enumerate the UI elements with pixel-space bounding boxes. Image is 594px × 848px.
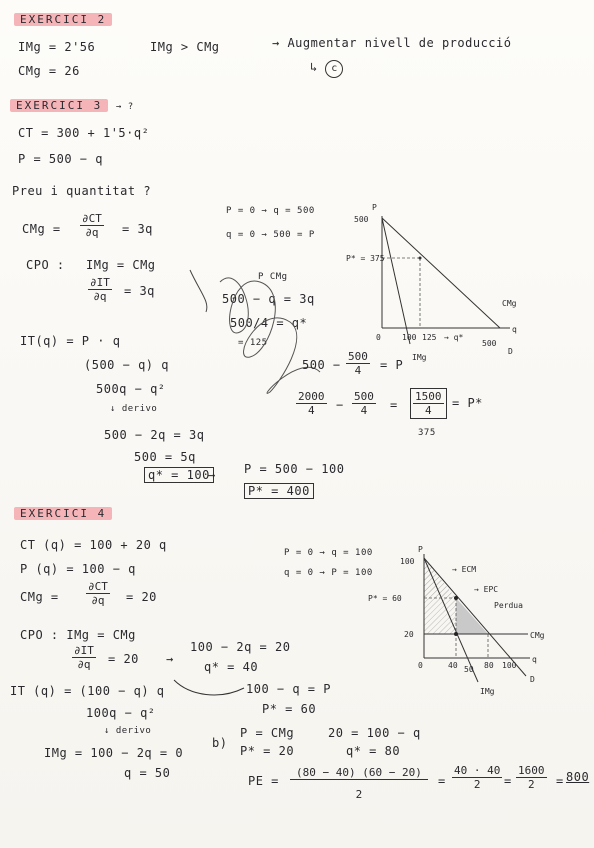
ex3-cross1: P CMg [258,272,288,282]
ex4-ct: CT (q) = 100 + 20 q [20,538,167,552]
ex4-b-label: b) [212,736,228,750]
ex3-cross2: 500 − q = 3q [222,292,315,306]
ex4-side2: q = 0 → P = 100 [284,568,373,578]
ex4-graph-ymax: 100 [400,557,415,566]
ex4-mid1: 100 − 2q = 20 [190,640,291,654]
ex3-cmg-frac: $\frac{\partial CT}{\partial q}$ [82,212,102,239]
ex3-calc1-a: 500 − [302,358,341,372]
ex3-dit-rhs: = 3q [124,284,155,298]
ex3-mr-line [382,218,410,344]
ex3-calc1-b: = P [380,358,404,372]
ex4-graph-epc-label: → EPC [474,585,499,594]
ex3-arrow-p: → [208,468,216,482]
ex4-graph [368,545,564,698]
ex3-cmg-lhs: CMg = [22,222,61,236]
ex4-pe-res: 800 [566,770,590,784]
ex4-graph-loss-label: Perdua [494,601,523,610]
ex3-dit-frac: $\frac{\partial IT}{\partial q}$ [90,276,110,303]
ex2-img: IMg = 2'56 [18,40,96,54]
ex3-graph-xmax: 500 [482,339,497,348]
ex4-mid2: q* = 40 [204,660,259,674]
ex4-pe-eq1: = [438,774,446,788]
ex3-derive: ↓ derivo [110,404,158,414]
ex3-calc2-f2: $\frac{500}{4}$ [354,390,374,417]
ex4-graph-origin: 0 [418,661,423,670]
ex4-graph-mr-label: IMg [480,687,495,696]
ex4-pe-eq2: = [504,774,512,788]
ex4-pe-frac3: $\frac{1600}{2}$ [518,764,545,791]
ex3-cross3: 500/4 = q* [230,316,308,330]
ex4-it-exp: 100q − q² [86,706,156,720]
ex4-graph-y-label: P [418,545,423,554]
ex2-answer: ↳ c [310,60,343,78]
ex3-calc2-minus: − [336,398,344,412]
ex4-p-eq: 100 − q = P [246,682,331,696]
ex4-graph-mc-label: CMg [530,631,545,640]
ex4-it: IT (q) = (100 − q) q [10,684,165,698]
ex3-graph-y-label: P [372,203,377,212]
ex4-dit-frac: $\frac{\partial IT}{\partial q}$ [74,644,94,671]
ex2-cmg: CMg = 26 [18,64,80,78]
ex3-it-sub: (500 − q) q [84,358,169,372]
ex4-monopoly-point [454,596,458,600]
ex3-graph-tick-100: 100 [402,333,417,342]
ex2-conclusion: → Augmentar nivell de producció [272,36,512,50]
ex3-graph-mc-label: CMg [502,299,517,308]
ex3-ct: CT = 300 + 1'5·q² [18,126,150,140]
ex4-cmg-rhs: = 20 [126,590,157,604]
ex4-b4: q* = 80 [346,744,401,758]
ex4-graph-demand-label: D [530,675,535,684]
ex3-p: P = 500 − q [18,152,103,166]
ex4-graph-y20: 20 [404,630,414,639]
ex3-cross4: = 125 [238,338,268,348]
ex2-compare: IMg > CMg [150,40,220,54]
ex3-it-exp: 500q − q² [96,382,166,396]
ex4-p-star: P* = 60 [262,702,317,716]
ex4-pe-eq3: = [556,774,564,788]
ex3-question: Preu i quantitat ? [12,184,152,198]
ex4-pe-frac2: $\frac{40 \cdot 40}{2}$ [454,764,501,791]
ex3-graph-tick-qstar: → q* [444,333,464,342]
ex4-cmg-lhs: CMg = [20,590,59,604]
ex4-graph-x-label: q [532,655,537,664]
ex3-p-star: P* = 400 [244,484,314,498]
ex4-graph-tick-100: 100 [502,661,517,670]
ex3-graph-demand-label: D [508,347,513,356]
ex3-graph-pstar: P* = 375 [346,254,385,263]
ex3-graph-mr-label: IMg [412,353,427,362]
ex4-title: EXERCICI 4 [14,506,112,520]
ex3-graph-tick-125: 125 [422,333,437,342]
ex3-title: EXERCICI 3 → ? [10,98,134,112]
ex4-cpo: CPO : IMg = CMg [20,628,136,642]
ex4-pe-frac1: $\frac{(80 - 40) (60 - 20)}{2}$ [290,766,428,801]
ex3-side1: P = 0 → q = 500 [226,206,315,216]
ex4-q50: q = 50 [124,766,171,780]
ex3-solve: 500 = 5q [134,450,196,464]
ex4-deadweight-loss [456,598,488,634]
ex4-graph-tick-50: 50 [464,665,474,674]
ex4-graph-tick-80: 80 [484,661,494,670]
ex3-calc1-frac: $\frac{500}{4}$ [348,350,368,377]
ex4-graph-pstar: P* = 60 [368,594,402,603]
ex3-cpo-label: CPO : [26,258,65,272]
ex3-graph-origin: 0 [376,333,381,342]
ex4-side1: P = 0 → q = 100 [284,548,373,558]
ex3-calc2-val: 375 [418,428,436,438]
ex4-graph-tick-40: 40 [448,661,458,670]
ex4-p: P (q) = 100 − q [20,562,136,576]
ex4-pe-label: PE = [248,774,279,788]
ex3-calc2-f1: $\frac{2000}{4}$ [298,390,325,417]
ex3-it: IT(q) = P · q [20,334,121,348]
ex4-b2: P* = 20 [240,744,295,758]
ex3-p-line: P = 500 − 100 [244,462,345,476]
ex3-cmg-rhs: = 3q [122,222,153,236]
ex4-dit-rhs: = 20 [108,652,139,666]
ex2-title: EXERCICI 2 [14,12,112,26]
ex3-side2: q = 0 → 500 = P [226,230,315,240]
ex4-curve-arrow [170,676,250,706]
ex3-optimum-point [419,257,422,260]
ex4-mc-point [454,632,458,636]
ex3-graph-ymax: 500 [354,215,369,224]
ex4-img: IMg = 100 − 2q = 0 [44,746,184,760]
ex3-derived: 500 − 2q = 3q [104,428,205,442]
ex4-b1: P = CMg [240,726,295,740]
ex3-calc2-eq: = [390,398,398,412]
ex4-arrow1: → [166,652,174,666]
ex4-cmg-frac: $\frac{\partial CT}{\partial q}$ [88,580,108,607]
ex3-calc2-f3: $\frac{1500}{4}$ [410,388,447,419]
ex3-calc2-res: = P* [452,396,483,410]
ex3-graph-x-label: q [512,325,517,334]
ex4-derive: ↓ derivo [104,726,152,736]
ex4-producer-surplus [424,598,456,634]
ex4-b3: 20 = 100 − q [328,726,421,740]
ex4-graph-ecm-label: → ECM [452,565,477,574]
ex3-cpo-eq: IMg = CMg [86,258,156,272]
ex3-q-star: q* = 100 [144,468,214,482]
ex3-demand-line [382,218,500,328]
